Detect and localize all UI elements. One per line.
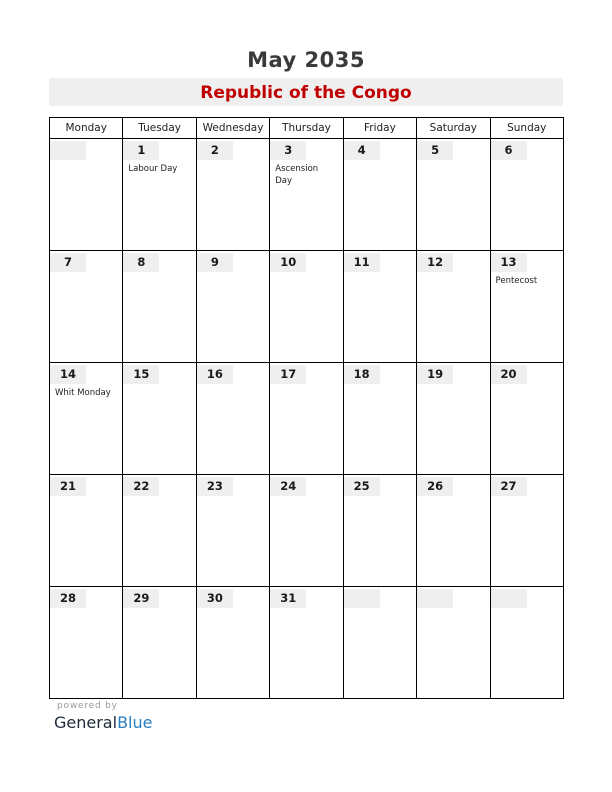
week-row xyxy=(50,251,564,363)
day-number xyxy=(417,589,453,608)
day-number: 27 xyxy=(491,477,527,496)
day-cell xyxy=(417,475,490,587)
day-cell xyxy=(270,363,343,475)
weekday-header: Thursday xyxy=(270,118,343,139)
day-cell xyxy=(343,363,416,475)
day-number: 23 xyxy=(197,477,233,496)
powered-by-label: powered by xyxy=(57,701,118,711)
day-cell xyxy=(196,139,269,251)
day-number: 15 xyxy=(123,365,159,384)
brand-logo[interactable] xyxy=(54,713,152,732)
day-cell xyxy=(343,139,416,251)
day-number: 31 xyxy=(270,589,306,608)
week-row xyxy=(50,475,564,587)
day-cell xyxy=(490,251,563,363)
day-cell xyxy=(490,587,563,699)
brand-blue: Blue xyxy=(117,713,153,732)
day-number: 29 xyxy=(123,589,159,608)
day-cell xyxy=(123,139,196,251)
day-cell xyxy=(196,363,269,475)
day-number: 4 xyxy=(344,141,380,160)
day-cell xyxy=(343,587,416,699)
day-number: 10 xyxy=(270,253,306,272)
weekday-header: Friday xyxy=(343,118,416,139)
holiday-label: Whit Monday xyxy=(55,388,111,398)
day-number: 6 xyxy=(491,141,527,160)
day-cell xyxy=(123,475,196,587)
day-number xyxy=(50,141,86,160)
day-cell xyxy=(123,363,196,475)
day-cell xyxy=(196,251,269,363)
day-cell xyxy=(343,251,416,363)
day-cell xyxy=(417,587,490,699)
day-cell xyxy=(50,475,123,587)
day-number xyxy=(491,589,527,608)
day-cell xyxy=(196,587,269,699)
day-cell xyxy=(270,139,343,251)
day-cell xyxy=(490,363,563,475)
day-cell xyxy=(50,363,123,475)
day-number: 17 xyxy=(270,365,306,384)
day-cell xyxy=(417,251,490,363)
week-row xyxy=(50,363,564,475)
day-number: 20 xyxy=(491,365,527,384)
weekday-header-row xyxy=(50,118,564,139)
day-number: 25 xyxy=(344,477,380,496)
holiday-label: Pentecost xyxy=(495,276,538,286)
day-number: 21 xyxy=(50,477,86,496)
day-cell xyxy=(270,251,343,363)
calendar-grid xyxy=(49,117,564,699)
week-row xyxy=(50,587,564,699)
day-cell xyxy=(50,139,123,251)
day-number: 11 xyxy=(344,253,380,272)
day-number: 22 xyxy=(123,477,159,496)
weekday-header: Monday xyxy=(50,118,123,139)
day-number: 24 xyxy=(270,477,306,496)
day-number xyxy=(344,589,380,608)
day-number: 5 xyxy=(417,141,453,160)
day-number: 7 xyxy=(50,253,86,272)
weekday-header: Tuesday xyxy=(123,118,196,139)
day-cell xyxy=(123,587,196,699)
day-number: 18 xyxy=(344,365,380,384)
day-cell xyxy=(123,251,196,363)
day-number: 13 xyxy=(491,253,527,272)
day-number: 8 xyxy=(123,253,159,272)
day-number: 12 xyxy=(417,253,453,272)
day-cell xyxy=(417,363,490,475)
day-cell xyxy=(343,475,416,587)
day-cell xyxy=(270,475,343,587)
weekday-header: Saturday xyxy=(417,118,490,139)
day-number: 3 xyxy=(270,141,306,160)
day-cell xyxy=(490,475,563,587)
holiday-label: Ascension Day xyxy=(275,164,319,186)
day-number: 16 xyxy=(197,365,233,384)
holiday-label: Labour Day xyxy=(128,164,178,174)
day-number: 26 xyxy=(417,477,453,496)
day-number: 30 xyxy=(197,589,233,608)
brand-general: General xyxy=(54,713,118,732)
day-cell xyxy=(490,139,563,251)
page-title: May 2035 xyxy=(247,48,365,72)
day-cell xyxy=(417,139,490,251)
day-cell xyxy=(196,475,269,587)
day-number: 19 xyxy=(417,365,453,384)
day-cell xyxy=(50,587,123,699)
week-row xyxy=(50,139,564,251)
day-cell xyxy=(50,251,123,363)
day-cell xyxy=(270,587,343,699)
country-title: Republic of the Congo xyxy=(49,78,563,106)
day-number: 2 xyxy=(197,141,233,160)
weekday-header: Sunday xyxy=(490,118,563,139)
day-number: 9 xyxy=(197,253,233,272)
day-number: 14 xyxy=(50,365,86,384)
day-number: 1 xyxy=(123,141,159,160)
weekday-header: Wednesday xyxy=(196,118,269,139)
day-number: 28 xyxy=(50,589,86,608)
